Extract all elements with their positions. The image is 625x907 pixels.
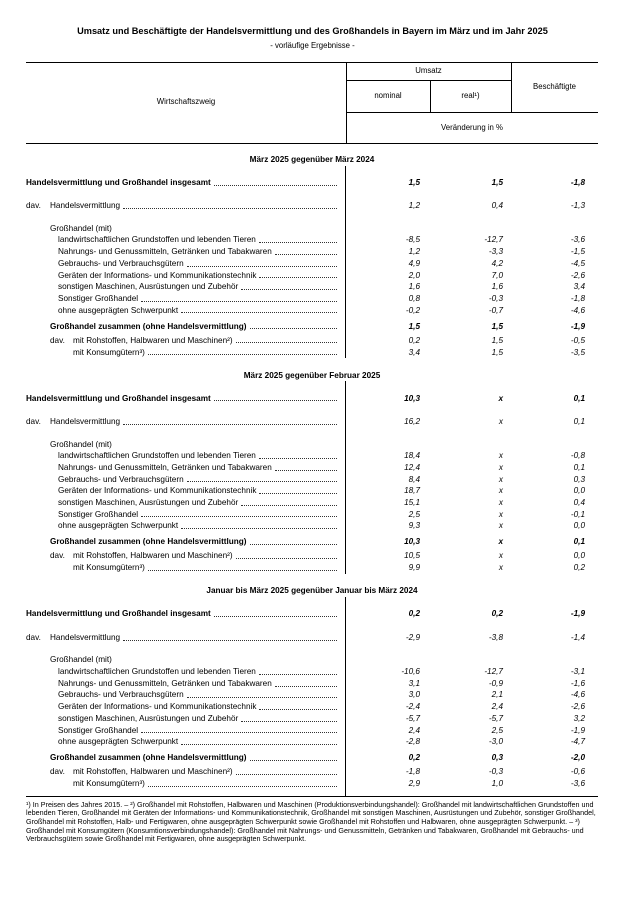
dot-leader bbox=[123, 208, 337, 209]
row-label: Sonstiger Großhandel bbox=[58, 293, 139, 303]
wholesale-item-row bbox=[26, 450, 598, 462]
real-value: -3,3 bbox=[488, 247, 503, 257]
real-value: -0,9 bbox=[488, 678, 503, 688]
nominal-value: 0,2 bbox=[408, 753, 420, 763]
real-value: 1,0 bbox=[491, 779, 503, 789]
employees-value: -0,6 bbox=[570, 767, 585, 777]
page-title: Umsatz und Beschäftigte der Handelsvermittlung und des Großhandels in Bayern im März und im Jahr 2025 bbox=[77, 26, 548, 36]
real-value: -12,7 bbox=[484, 235, 503, 245]
wholesale-group-row bbox=[26, 428, 598, 451]
row-label: Sonstiger Großhandel bbox=[58, 725, 139, 735]
section-heading: Januar bis März 2025 gegenüber Januar bis März 2024 bbox=[206, 586, 418, 596]
employees-value: -3,6 bbox=[570, 779, 585, 789]
section-heading: März 2025 gegenüber März 2024 bbox=[249, 154, 375, 164]
employees-value: -2,0 bbox=[570, 753, 585, 763]
dot-leader bbox=[250, 544, 337, 545]
wholesale-split-row bbox=[26, 778, 598, 790]
nominal-value: -2,9 bbox=[405, 632, 420, 642]
row-label: Geräten der Informations- und Kommunikationstechnik bbox=[58, 270, 257, 280]
real-value: -3,0 bbox=[488, 737, 503, 747]
employees-value: 0,1 bbox=[573, 462, 585, 472]
breakdown-prefix: dav. bbox=[26, 201, 41, 211]
dot-leader bbox=[241, 505, 337, 506]
wholesale-item-row bbox=[26, 246, 598, 258]
row-label: Gebrauchs- und Verbrauchsgütern bbox=[58, 258, 184, 268]
nominal-value: 2,0 bbox=[408, 270, 420, 280]
row-label: mit Rohstoffen, Halbwaren und Maschinen²) bbox=[73, 767, 233, 777]
row-label: mit Konsumgütern³) bbox=[73, 563, 145, 573]
wholesale-split-row bbox=[26, 548, 598, 562]
nominal-value: 8,4 bbox=[408, 474, 420, 484]
row-label: Großhandel (mit) bbox=[50, 655, 112, 665]
employees-value: 0,0 bbox=[573, 521, 585, 531]
breakdown-prefix: dav. bbox=[26, 417, 41, 427]
row-label: ohne ausgeprägten Schwerpunkt bbox=[58, 305, 179, 315]
employees-value: -1,8 bbox=[570, 177, 585, 187]
nominal-value: 2,9 bbox=[408, 779, 420, 789]
row-label-cell bbox=[26, 235, 346, 247]
nominal-value: 3,4 bbox=[408, 347, 420, 357]
nominal-value: 10,3 bbox=[404, 537, 420, 547]
real-value: -12,7 bbox=[484, 667, 503, 677]
real-value: 2,4 bbox=[491, 702, 503, 712]
dot-leader bbox=[141, 301, 337, 302]
row-label-cell bbox=[26, 778, 346, 790]
nominal-value: 18,4 bbox=[404, 451, 420, 461]
employees-value: -4,5 bbox=[570, 258, 585, 268]
dot-leader bbox=[181, 312, 337, 313]
nominal-value: 4,9 bbox=[408, 258, 420, 268]
nominal-value: 2,5 bbox=[408, 509, 420, 519]
wholesale-item-row bbox=[26, 509, 598, 521]
employees-value: 0,4 bbox=[573, 498, 585, 508]
employees-value: -1,9 bbox=[570, 321, 585, 331]
nominal-value: 1,6 bbox=[408, 282, 420, 292]
row-label: Handelsvermittlung bbox=[50, 417, 121, 427]
row-label: landwirtschaftlichen Grundstoffen und lebenden Tieren bbox=[58, 667, 256, 677]
real-value: x bbox=[498, 393, 503, 403]
nominal-value: -2,8 bbox=[405, 737, 420, 747]
wholesale-item-row bbox=[26, 725, 598, 737]
employees-value: -0,1 bbox=[570, 509, 585, 519]
nominal-value: 0,2 bbox=[408, 335, 420, 345]
wholesale-item-row bbox=[26, 497, 598, 509]
row-label: Handelsvermittlung und Großhandel insgesamt bbox=[26, 177, 211, 187]
real-value: 1,6 bbox=[491, 282, 503, 292]
employees-value: -1,5 bbox=[570, 247, 585, 257]
real-value: x bbox=[498, 563, 503, 573]
real-value: 2,1 bbox=[491, 690, 503, 700]
row-label-cell bbox=[26, 246, 346, 258]
dot-leader bbox=[259, 493, 337, 494]
dot-leader bbox=[236, 774, 337, 775]
dot-leader bbox=[259, 277, 337, 278]
real-value: 1,5 bbox=[491, 177, 503, 187]
dot-leader bbox=[259, 674, 337, 675]
total-row bbox=[26, 166, 598, 189]
wholesale-total-row bbox=[26, 316, 598, 332]
wholesale-item-row bbox=[26, 701, 598, 713]
dot-leader bbox=[214, 185, 337, 186]
row-label: Gebrauchs- und Verbrauchsgütern bbox=[58, 690, 184, 700]
nominal-value: 16,2 bbox=[404, 417, 420, 427]
real-value: 1,5 bbox=[491, 335, 503, 345]
nominal-value: 1,2 bbox=[408, 247, 420, 257]
dot-leader bbox=[123, 424, 337, 425]
dot-leader bbox=[250, 760, 337, 761]
row-label: Großhandel (mit) bbox=[50, 223, 112, 233]
wholesale-split-row bbox=[26, 332, 598, 346]
section-heading: März 2025 gegenüber Februar 2025 bbox=[243, 370, 381, 380]
nominal-value: 0,8 bbox=[408, 293, 420, 303]
row-label: Sonstiger Großhandel bbox=[58, 509, 139, 519]
column-header-branch: Wirtschaftszweig bbox=[156, 96, 216, 106]
real-value: x bbox=[498, 486, 503, 496]
row-label: ohne ausgeprägten Schwerpunkt bbox=[58, 521, 179, 531]
employees-value: -2,6 bbox=[570, 702, 585, 712]
dot-leader bbox=[148, 570, 337, 571]
row-label: sonstigen Maschinen, Ausrüstungen und Zubehör bbox=[58, 282, 239, 292]
row-label-cell bbox=[26, 474, 346, 486]
real-value: x bbox=[498, 537, 503, 547]
real-value: x bbox=[498, 498, 503, 508]
dot-leader bbox=[241, 289, 337, 290]
real-value: -5,7 bbox=[488, 713, 503, 723]
employees-value: 0,2 bbox=[573, 563, 585, 573]
row-label-cell bbox=[26, 189, 346, 213]
row-label-cell bbox=[26, 562, 346, 574]
table-end-spacer bbox=[26, 790, 598, 797]
dot-leader bbox=[259, 242, 337, 243]
real-value: 0,4 bbox=[491, 201, 503, 211]
dot-leader bbox=[259, 458, 337, 459]
section-heading-row bbox=[26, 358, 598, 381]
row-label-cell bbox=[26, 678, 346, 690]
dot-leader bbox=[187, 697, 337, 698]
column-header-revenue: Umsatz bbox=[415, 66, 442, 75]
row-label: Geräten der Informations- und Kommunikationstechnik bbox=[58, 486, 257, 496]
employees-value: -3,6 bbox=[570, 235, 585, 245]
row-label: sonstigen Maschinen, Ausrüstungen und Zubehör bbox=[58, 498, 239, 508]
employees-value: 3,2 bbox=[573, 713, 585, 723]
nominal-value: 10,5 bbox=[404, 551, 420, 561]
nominal-value: 3,1 bbox=[408, 678, 420, 688]
nominal-value: 18,7 bbox=[404, 486, 420, 496]
nominal-value: 1,2 bbox=[408, 201, 420, 211]
wholesale-item-row bbox=[26, 713, 598, 725]
wholesale-item-row bbox=[26, 305, 598, 317]
real-value: x bbox=[498, 521, 503, 531]
trade-agency-row bbox=[26, 189, 598, 213]
row-label: Großhandel (mit) bbox=[50, 439, 112, 449]
employees-value: 0,1 bbox=[573, 417, 585, 427]
wholesale-group-row bbox=[26, 644, 598, 667]
row-label-cell bbox=[26, 713, 346, 725]
row-label-cell bbox=[26, 381, 346, 404]
employees-value: -1,3 bbox=[570, 201, 585, 211]
wholesale-item-row bbox=[26, 485, 598, 497]
real-value: x bbox=[498, 509, 503, 519]
real-value: -0,7 bbox=[488, 305, 503, 315]
wholesale-item-row bbox=[26, 258, 598, 270]
row-label: landwirtschaftlichen Grundstoffen und lebenden Tieren bbox=[58, 451, 256, 461]
dot-leader bbox=[187, 481, 337, 482]
nominal-value: 0,2 bbox=[408, 609, 420, 619]
row-label-cell bbox=[26, 764, 346, 778]
nominal-value: -1,8 bbox=[405, 767, 420, 777]
row-label-cell bbox=[26, 548, 346, 562]
total-row bbox=[26, 381, 598, 404]
nominal-value: 1,5 bbox=[408, 177, 420, 187]
employees-value: -4,6 bbox=[570, 305, 585, 315]
row-label-cell bbox=[26, 270, 346, 282]
real-value: 0,3 bbox=[491, 753, 503, 763]
column-header-employees: Beschäftigte bbox=[533, 82, 576, 91]
breakdown-prefix: dav. bbox=[50, 335, 65, 345]
breakdown-prefix: dav. bbox=[50, 551, 65, 561]
real-value: -0,3 bbox=[488, 767, 503, 777]
row-label-cell bbox=[26, 701, 346, 713]
row-label-cell bbox=[26, 316, 346, 332]
nominal-value: 2,4 bbox=[408, 725, 420, 735]
page-subtitle: - vorläufige Ergebnisse - bbox=[270, 40, 355, 50]
employees-value: -3,5 bbox=[570, 347, 585, 357]
row-label-cell bbox=[26, 281, 346, 293]
row-label: Großhandel zusammen (ohne Handelsvermittlung) bbox=[50, 753, 247, 763]
row-label: sonstigen Maschinen, Ausrüstungen und Zubehör bbox=[58, 713, 239, 723]
row-label: Großhandel zusammen (ohne Handelsvermittlung) bbox=[50, 537, 247, 547]
row-label: Großhandel zusammen (ohne Handelsvermittlung) bbox=[50, 321, 247, 331]
row-label-cell bbox=[26, 620, 346, 644]
row-label-cell bbox=[26, 644, 346, 667]
dot-leader bbox=[148, 786, 337, 787]
employees-value: 0,1 bbox=[573, 537, 585, 547]
footnote: ¹) In Preisen des Jahres 2015. – ²) Großhandel mit Rohstoffen, Halbwaren und Maschinen (Produktionsverbindungshandel): Großhandel mit landwirtschaftlichen Grundstoffen und lebenden Tieren, Großhandel mit Geräten der Informations- und Kommunikationstechnik, Großhandel mit sonstigen Maschinen, Ausrüstungen und Zubehör, sonstiger Großhandel, Großhandel mit Rohstoffen, Halb- und Fertigwaren, ohne ausgeprägten Schwerpunkt sowie Großhandel mit Rohstoffen und Halbwaren, ohne ausgeprägten Schwerpunkt. – ³) Großhandel mit Konsumgütern (Konsumtionsverbindungshandel): Großhandel mit Nahrungs- und Genussmitteln, Getränken und Tabakwaren, Großhandel mit Gebrauchs- und Verbrauchsgütern sowie Großhandel mit Fertigwaren, ohne ausgeprägten Schwerpunkt. bbox=[26, 799, 596, 844]
dot-leader bbox=[181, 744, 337, 745]
row-label: ohne ausgeprägten Schwerpunkt bbox=[58, 737, 179, 747]
employees-value: -4,6 bbox=[570, 690, 585, 700]
row-label-cell bbox=[26, 462, 346, 474]
row-label-cell bbox=[26, 790, 346, 797]
employees-value: -1,9 bbox=[570, 609, 585, 619]
row-label-cell bbox=[26, 497, 346, 509]
employees-value: -1,6 bbox=[570, 678, 585, 688]
row-label: landwirtschaftlichen Grundstoffen und lebenden Tieren bbox=[58, 235, 256, 245]
dot-leader bbox=[275, 254, 337, 255]
employees-value: -1,9 bbox=[570, 725, 585, 735]
wholesale-item-row bbox=[26, 293, 598, 305]
wholesale-item-row bbox=[26, 281, 598, 293]
dot-leader bbox=[141, 516, 337, 517]
nominal-value: 9,3 bbox=[408, 521, 420, 531]
dot-leader bbox=[123, 640, 337, 641]
dot-leader bbox=[259, 709, 337, 710]
row-label: Handelsvermittlung bbox=[50, 632, 121, 642]
nominal-value: -5,7 bbox=[405, 713, 420, 723]
dot-leader bbox=[148, 354, 337, 355]
nominal-value: 10,3 bbox=[404, 393, 420, 403]
section-heading-row bbox=[26, 144, 598, 166]
employees-value: -0,8 bbox=[570, 451, 585, 461]
real-value: 7,0 bbox=[491, 270, 503, 280]
employees-value: -2,6 bbox=[570, 270, 585, 280]
row-label-cell bbox=[26, 212, 346, 235]
nominal-value: 3,0 bbox=[408, 690, 420, 700]
row-label-cell bbox=[26, 532, 346, 548]
wholesale-split-row bbox=[26, 764, 598, 778]
nominal-value: -0,2 bbox=[405, 305, 420, 315]
real-value: x bbox=[498, 474, 503, 484]
wholesale-total-row bbox=[26, 748, 598, 764]
wholesale-split-row bbox=[26, 346, 598, 358]
row-label: mit Rohstoffen, Halbwaren und Maschinen²) bbox=[73, 551, 233, 561]
dot-leader bbox=[181, 528, 337, 529]
wholesale-split-row bbox=[26, 562, 598, 574]
row-label: mit Konsumgütern³) bbox=[73, 779, 145, 789]
table-body bbox=[26, 144, 598, 797]
column-header-nominal: nominal bbox=[374, 91, 402, 100]
row-label: mit Rohstoffen, Halbwaren und Maschinen²) bbox=[73, 335, 233, 345]
real-value: 2,5 bbox=[491, 725, 503, 735]
wholesale-item-row bbox=[26, 666, 598, 678]
row-label-cell bbox=[26, 404, 346, 428]
row-label-cell bbox=[26, 258, 346, 270]
real-value: -3,8 bbox=[488, 632, 503, 642]
dot-leader bbox=[275, 686, 337, 687]
nominal-value: 12,4 bbox=[404, 462, 420, 472]
row-label-cell bbox=[26, 690, 346, 702]
wholesale-item-row bbox=[26, 462, 598, 474]
row-label: mit Konsumgütern³) bbox=[73, 347, 145, 357]
wholesale-item-row bbox=[26, 690, 598, 702]
row-label-cell bbox=[26, 748, 346, 764]
dot-leader bbox=[141, 732, 337, 733]
nominal-value: -2,4 bbox=[405, 702, 420, 712]
employees-value: -0,5 bbox=[570, 335, 585, 345]
row-label-cell bbox=[26, 666, 346, 678]
dot-leader bbox=[214, 400, 337, 401]
wholesale-total-row bbox=[26, 532, 598, 548]
nominal-value: 1,5 bbox=[408, 321, 420, 331]
nominal-value: 9,9 bbox=[408, 563, 420, 573]
dot-leader bbox=[214, 616, 337, 617]
row-label-cell bbox=[26, 305, 346, 317]
wholesale-item-row bbox=[26, 520, 598, 532]
employees-value: 0,0 bbox=[573, 486, 585, 496]
row-label-cell bbox=[26, 332, 346, 346]
nominal-value: 15,1 bbox=[404, 498, 420, 508]
employees-value: -1,4 bbox=[570, 632, 585, 642]
row-label-cell bbox=[26, 736, 346, 748]
dot-leader bbox=[250, 328, 337, 329]
employees-value: -1,8 bbox=[570, 293, 585, 303]
row-label: Nahrungs- und Genussmitteln, Getränken und Tabakwaren bbox=[58, 247, 272, 257]
row-label: Handelsvermittlung und Großhandel insgesamt bbox=[26, 609, 211, 619]
employees-value: -4,7 bbox=[570, 737, 585, 747]
wholesale-item-row bbox=[26, 474, 598, 486]
row-label: Nahrungs- und Genussmitteln, Getränken und Tabakwaren bbox=[58, 678, 272, 688]
dot-leader bbox=[241, 721, 337, 722]
dot-leader bbox=[187, 266, 337, 267]
row-label-cell bbox=[26, 485, 346, 497]
nominal-value: -8,5 bbox=[405, 235, 420, 245]
wholesale-item-row bbox=[26, 235, 598, 247]
dot-leader bbox=[236, 342, 337, 343]
row-label: Handelsvermittlung und Großhandel insgesamt bbox=[26, 393, 211, 403]
breakdown-prefix: dav. bbox=[50, 767, 65, 777]
employees-value: 0,1 bbox=[573, 393, 585, 403]
wholesale-item-row bbox=[26, 270, 598, 282]
row-label-cell bbox=[26, 520, 346, 532]
row-label: Geräten der Informations- und Kommunikationstechnik bbox=[58, 702, 257, 712]
row-label-cell bbox=[26, 725, 346, 737]
employees-value: 0,3 bbox=[573, 474, 585, 484]
real-value: -0,3 bbox=[488, 293, 503, 303]
column-header-change-unit: Veränderung in % bbox=[441, 122, 503, 132]
employees-value: -3,1 bbox=[570, 667, 585, 677]
row-label-cell bbox=[26, 293, 346, 305]
row-label: Nahrungs- und Genussmitteln, Getränken und Tabakwaren bbox=[58, 462, 272, 472]
row-label-cell bbox=[26, 428, 346, 451]
wholesale-group-row bbox=[26, 212, 598, 235]
row-label: Gebrauchs- und Verbrauchsgütern bbox=[58, 474, 184, 484]
real-value: 1,5 bbox=[491, 321, 503, 331]
wholesale-item-row bbox=[26, 736, 598, 748]
real-value: x bbox=[498, 451, 503, 461]
section-heading-row bbox=[26, 574, 598, 597]
real-value: 4,2 bbox=[491, 258, 503, 268]
total-row bbox=[26, 597, 598, 620]
nominal-value: -10,6 bbox=[401, 667, 420, 677]
real-value: x bbox=[498, 462, 503, 472]
employees-value: 3,4 bbox=[573, 282, 585, 292]
row-label-cell bbox=[26, 450, 346, 462]
wholesale-item-row bbox=[26, 678, 598, 690]
real-value: 1,5 bbox=[491, 347, 503, 357]
row-label-cell bbox=[26, 597, 346, 620]
row-label-cell bbox=[26, 509, 346, 521]
breakdown-prefix: dav. bbox=[26, 632, 41, 642]
row-label: Handelsvermittlung bbox=[50, 201, 121, 211]
dot-leader bbox=[236, 558, 337, 559]
real-value: x bbox=[498, 551, 503, 561]
row-label-cell bbox=[26, 166, 346, 189]
trade-agency-row bbox=[26, 620, 598, 644]
employees-value: 0,0 bbox=[573, 551, 585, 561]
row-label-cell bbox=[26, 346, 346, 358]
dot-leader bbox=[275, 470, 337, 471]
column-header-real: real¹) bbox=[461, 91, 480, 100]
real-value: 0,2 bbox=[491, 609, 503, 619]
real-value: x bbox=[498, 417, 503, 427]
trade-agency-row bbox=[26, 404, 598, 428]
